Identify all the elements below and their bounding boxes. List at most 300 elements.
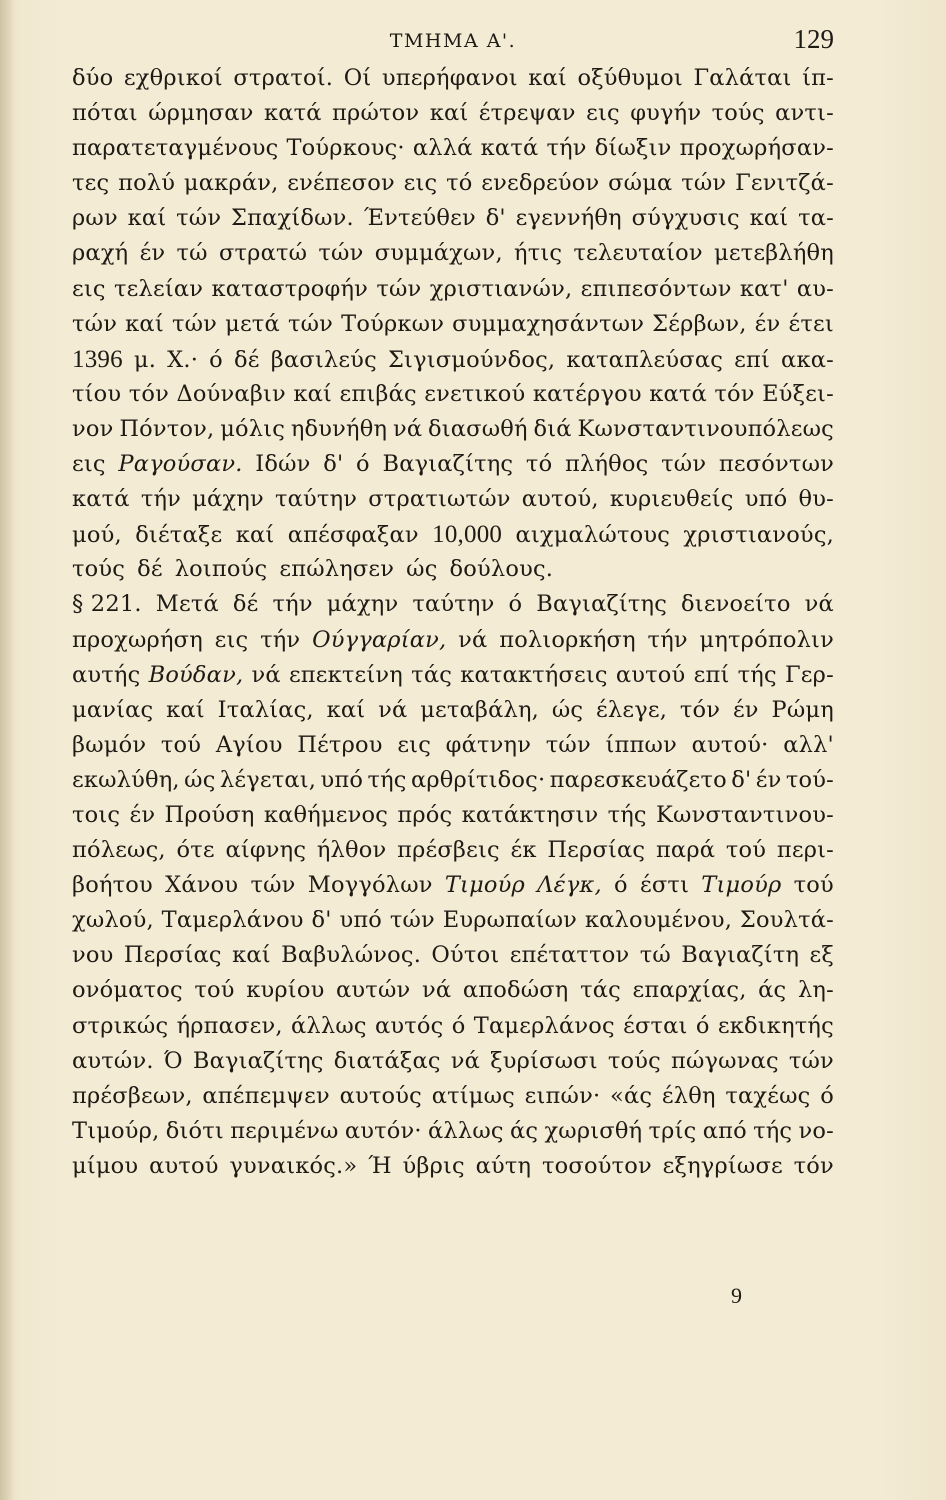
word: Τούρκων (341, 310, 445, 337)
signature-mark: 9 (731, 1283, 742, 1308)
word: πολύ (118, 170, 176, 197)
word: προχωρήσαν- (679, 135, 834, 162)
word: κατά (480, 135, 539, 162)
word: απέσφαξαν (287, 522, 419, 549)
word: υπό (744, 486, 788, 513)
word: νά (421, 977, 452, 1004)
word: εκδικητής (717, 1012, 834, 1039)
word: τάς (580, 977, 621, 1004)
word: πεσόντων (718, 451, 834, 478)
text-line (72, 798, 834, 833)
word: τών (250, 872, 296, 899)
word: προχωρήση (72, 626, 203, 653)
word: ξυρίσωσι (490, 1047, 598, 1074)
word: τού (793, 872, 834, 899)
word: επέταττον (509, 942, 630, 969)
word: τόν (679, 696, 721, 723)
word: Μογγόλων (307, 872, 433, 899)
word: αυτού, (521, 486, 599, 513)
word: εγεννήθη (515, 205, 622, 232)
word: εις (72, 275, 106, 302)
word: Ούτοι (431, 942, 500, 969)
word: καί (166, 696, 205, 723)
text-line (72, 623, 834, 658)
word: τών (287, 310, 334, 337)
word: Τιμούρ, (72, 1117, 160, 1144)
word: κατά (649, 380, 707, 407)
word: χριστιανών, (429, 275, 573, 302)
text-line (72, 903, 834, 938)
word: κατέργου (532, 380, 642, 407)
word: τών (661, 451, 707, 478)
word: ήτις (514, 240, 563, 267)
text-line (72, 412, 834, 447)
word: ό (508, 591, 523, 618)
word: τής (737, 661, 777, 688)
text-line (72, 482, 834, 517)
word: μακράν, (183, 170, 279, 197)
word: Γερ- (784, 661, 834, 688)
word: Προύση (164, 801, 255, 828)
word: ό (820, 1082, 834, 1109)
word: νά (804, 591, 834, 618)
word: λοιπούς (174, 556, 268, 583)
word: Ταμερλάνου (161, 907, 304, 934)
word: έστι (640, 872, 690, 899)
text-line (72, 61, 834, 96)
word: τών (545, 731, 591, 758)
word: συμμάχων, (374, 240, 503, 267)
word: τελευταίον (573, 240, 703, 267)
word: κατά (263, 100, 322, 127)
word: τών (376, 275, 422, 302)
word: εχθρικοί (123, 65, 223, 91)
word: νά (378, 696, 408, 723)
word: τοσούτον (542, 1152, 652, 1179)
word: αυτής (72, 661, 141, 688)
word: Ιταλίας, (217, 696, 314, 723)
word: τού (194, 977, 235, 1004)
word: ηδυνήθη (290, 415, 388, 442)
word: Τούρκους· (286, 135, 405, 162)
word: ήλθον (316, 837, 387, 864)
word: Βαγιαζίτη (681, 942, 800, 969)
word: ό (695, 1012, 710, 1039)
word: δ' (323, 451, 344, 478)
word: ό (451, 1012, 466, 1039)
word: σύγχυσις (631, 205, 740, 232)
text-line (72, 973, 834, 1008)
word: καί (232, 942, 271, 969)
word: θυ- (798, 486, 834, 513)
word: καί (293, 380, 333, 407)
word: συμμαχησάντων (452, 310, 645, 337)
word: δούλους. (449, 556, 554, 583)
word: Ρώμη (771, 696, 834, 723)
word: Ούγγαρίαν, (312, 626, 447, 653)
word: τελείαν (114, 275, 204, 302)
word: μητρόπολιν (699, 626, 834, 653)
word: τες (72, 170, 110, 197)
word: τώ (639, 942, 671, 969)
word: μίμου (72, 1152, 139, 1179)
word: τήν (140, 486, 182, 513)
word: «άς (610, 1082, 653, 1109)
word: ό (614, 872, 628, 899)
word: μού, (72, 522, 122, 549)
word: έν (755, 766, 782, 793)
text-line (72, 377, 834, 412)
word: έσται (623, 1012, 688, 1039)
word: τήν (260, 626, 301, 653)
binding-shadow (0, 0, 14, 1500)
word: τήν (647, 626, 688, 653)
word: Χάνου (165, 872, 239, 899)
word: έλεγε, (596, 696, 668, 723)
text-line (72, 1044, 834, 1079)
text-line (72, 131, 834, 166)
word: έτρεψαν (478, 100, 576, 127)
word: ατίμως (431, 1082, 515, 1109)
word: αποδώση (462, 977, 569, 1004)
word: νά (450, 1047, 481, 1074)
word: δίωξιν (594, 135, 672, 162)
word: αίφνης (225, 837, 307, 864)
word: αυτών (336, 977, 411, 1004)
word: κυριευθείς (609, 486, 734, 513)
word: δέ (232, 591, 259, 618)
word: τόν (714, 380, 755, 407)
word: διέταξε (135, 522, 223, 549)
word: έτει (788, 310, 834, 337)
word: τής (367, 766, 407, 793)
text-line (72, 693, 834, 728)
page-number: 129 (793, 24, 834, 54)
word: διά (533, 415, 572, 442)
word: εξ (809, 942, 834, 969)
page-header (72, 22, 834, 58)
word: Δούναβιν (176, 380, 286, 407)
word: ταύτην (275, 486, 358, 513)
text-line (72, 658, 834, 693)
word: επεκτείνη (288, 661, 403, 688)
word: υπό (339, 907, 383, 934)
word: νου (72, 942, 114, 969)
text-line (72, 587, 834, 622)
word: δέ (234, 346, 260, 373)
word: ύβρις (402, 1152, 465, 1179)
word: επώλησεν (279, 556, 395, 583)
word: Έντεύθεν (363, 205, 476, 232)
word: δ' (731, 766, 752, 793)
word: τα- (798, 205, 834, 232)
word: Κωνσταντινουπόλεως (577, 415, 834, 442)
word: λη- (797, 977, 834, 1004)
word: κατά (72, 486, 130, 513)
word: τών (389, 907, 435, 934)
text-line (72, 1149, 834, 1184)
word: αρθρίτιδος· (410, 766, 546, 793)
word: τόν (793, 1152, 834, 1179)
word: καί (125, 310, 164, 337)
word: πόλεως, (72, 837, 166, 864)
word: καί (749, 205, 789, 232)
word: καί (429, 100, 469, 127)
word: καί (127, 205, 167, 232)
word: χωλού, (72, 907, 154, 934)
word: μάχην (192, 486, 264, 513)
word: τών (171, 310, 218, 337)
word: Σπαχίδων. (231, 205, 354, 232)
text-line (72, 342, 834, 377)
word: διότι (165, 1117, 224, 1144)
word: βασιλεύς (270, 346, 377, 373)
word: διασωθή (428, 415, 528, 442)
word: τώ (176, 240, 208, 267)
word: ειπών· (524, 1082, 601, 1109)
word: κατ' (739, 275, 789, 302)
word: πρώτον (332, 100, 420, 127)
word: λέγεται, (219, 766, 317, 793)
word: βοήτου (72, 872, 153, 899)
word: ταχέως (725, 1082, 811, 1109)
word: Σιγισμούνδος, (387, 346, 556, 373)
word: μεταβάλη, (420, 696, 540, 723)
text-line (72, 236, 834, 271)
word: εξηγρίωσε (662, 1152, 783, 1179)
body-text (72, 61, 834, 1184)
running-head: ΤΜΗΜΑ Α'. (389, 30, 517, 52)
word: έλθη (661, 1082, 716, 1109)
word: Περσίας (123, 942, 222, 969)
word: Βαγιαζίτης (382, 451, 514, 478)
word: Κωνσταντινου- (656, 801, 834, 828)
word: έν (754, 310, 781, 337)
word: επαρχίας, (632, 977, 747, 1004)
word: έν (139, 240, 166, 267)
word: χριστιανούς, (683, 522, 834, 549)
word: στρατιωτών (368, 486, 511, 513)
word: ενέπεσον (287, 170, 395, 197)
word: επιβάς (339, 380, 417, 407)
text-line (72, 307, 834, 342)
text-line (72, 96, 834, 131)
word: Εύξει- (762, 380, 834, 407)
word: τής (607, 801, 647, 828)
text-line (72, 833, 834, 868)
text-line (72, 1079, 834, 1114)
word: νά (458, 626, 488, 653)
word: ρων (72, 205, 118, 232)
word: εις (586, 100, 620, 127)
word: διενοείτο (681, 591, 791, 618)
word: Περσίας (547, 837, 646, 864)
word: παρά (655, 837, 716, 864)
word: αυτός (374, 1012, 444, 1039)
word: Βαγιαζίτης (536, 591, 668, 618)
word: επί (734, 346, 770, 373)
word: νά (392, 415, 423, 442)
word: μάχην (326, 591, 399, 618)
word: νο- (798, 1117, 834, 1144)
word: πώγωνας (670, 1047, 779, 1074)
word: στρικώς (72, 1012, 169, 1039)
word: χωρισθή (544, 1117, 643, 1144)
text-line (72, 868, 834, 903)
word: περι- (776, 837, 834, 864)
word: Αγίου (215, 731, 283, 758)
word: αιχμαλώτους (515, 522, 671, 549)
word: Πόντον, (119, 415, 215, 442)
word: Ιδών (255, 451, 311, 478)
word: μετά (225, 310, 280, 337)
word: άς (509, 1117, 539, 1144)
word: τήν (546, 135, 587, 162)
word: νά (251, 661, 281, 688)
word: τάς (411, 661, 453, 688)
word: Σουλτά- (739, 907, 834, 934)
word: επί (693, 661, 730, 688)
word: έκ (510, 837, 537, 864)
word: δέ (137, 556, 163, 583)
word: ώς (551, 696, 584, 723)
word: γυναικός.» (229, 1152, 358, 1179)
word: τρίς (648, 1117, 697, 1144)
word: ό (356, 451, 370, 478)
word: αλλά (412, 135, 473, 162)
text-line (72, 1009, 834, 1044)
word: δ' (485, 205, 506, 232)
word: τούς (607, 1047, 661, 1074)
word: Βούδαν, (148, 661, 244, 688)
word: πρός (397, 801, 453, 828)
word: ώς (184, 766, 216, 793)
word: αυτόν· (344, 1117, 422, 1144)
word: τών (318, 240, 364, 267)
word: περιμένω (230, 1117, 339, 1144)
word: εις (403, 170, 438, 197)
word: Τιμούρ (701, 872, 782, 899)
word: εις (72, 451, 106, 478)
word: έν (732, 696, 759, 723)
word: Ταμερλάνος (473, 1012, 615, 1039)
text-line (72, 763, 834, 798)
word: τών (176, 205, 222, 232)
word: οξύθυμοι (577, 65, 683, 91)
word: τού- (785, 766, 834, 793)
word: Ό (163, 1047, 183, 1074)
word: μετεβλήθη (714, 240, 834, 267)
word: τίου (72, 380, 122, 407)
text-line (72, 1114, 834, 1149)
word: καθήμενος (263, 801, 389, 828)
word: ήρπασεν, (176, 1012, 283, 1039)
word: ίππων (605, 731, 677, 758)
word: αυτού (149, 1152, 219, 1179)
word: ακα- (781, 346, 834, 373)
word: κατάκτησιν (461, 801, 599, 828)
text-line (72, 272, 834, 307)
word: δύο (72, 65, 114, 91)
word: § 221. (72, 591, 142, 618)
text-line (72, 517, 834, 552)
word: Οί (343, 65, 372, 91)
word: σώμα (608, 170, 673, 197)
word: αύτη (475, 1152, 532, 1179)
word: τήν (272, 591, 313, 618)
word: μανίας (72, 696, 154, 723)
word: Ραγούσαν. (118, 451, 243, 478)
word: παρατεταγμένους (72, 135, 279, 162)
word: στρατοί. (233, 65, 334, 91)
word: ταύτην (412, 591, 495, 618)
word: υπό (320, 766, 364, 793)
word: Σέρβων, (652, 310, 747, 337)
word: καί (235, 522, 275, 549)
word: καταστροφήν (211, 275, 369, 302)
word: φυγήν (630, 100, 702, 127)
word: εκωλύθη, (72, 766, 180, 793)
word: ενετικού (424, 380, 526, 407)
word: ώς (406, 556, 438, 583)
word: καί (528, 65, 567, 91)
word: ό (209, 346, 223, 373)
text-line (72, 447, 834, 482)
word: από (702, 1117, 747, 1144)
text-line (72, 201, 834, 236)
word: καλουμένου, (584, 907, 733, 934)
word: βωμόν (72, 731, 147, 758)
word: τών (681, 170, 727, 197)
word: τούς (72, 556, 126, 583)
word: τό (525, 451, 553, 478)
word: τό (446, 170, 473, 197)
word: υπερήφανοι (381, 65, 518, 91)
word: Χ.· (167, 346, 199, 373)
word: δ' (311, 907, 332, 934)
word: επιπεσόντων (580, 275, 732, 302)
word: τών (72, 310, 118, 337)
word: άλλως (428, 1117, 504, 1144)
word: διατάξας (333, 1047, 441, 1074)
text-line (72, 552, 834, 587)
word: πολιορκήση (499, 626, 636, 653)
word: ώρμησαν (148, 100, 254, 127)
word: εις (214, 626, 249, 653)
word: πρέσβεων, (72, 1082, 193, 1109)
word: πλήθος (565, 451, 649, 478)
word: έν (129, 801, 156, 828)
word: Πέτρου (297, 731, 383, 758)
word: ενεδρεύον (481, 170, 600, 197)
word: τόν (128, 380, 170, 407)
word: παρεσκευάζετο (549, 766, 727, 793)
word: τού (725, 837, 767, 864)
word: Τιμούρ (444, 872, 525, 899)
word: πρέσβεις (397, 837, 500, 864)
word: μόλις (220, 415, 286, 442)
word: Ή (368, 1152, 392, 1179)
word: άς (758, 977, 787, 1004)
text-line (72, 938, 834, 973)
word: στρατώ (218, 240, 308, 267)
word: αυτού (615, 661, 686, 688)
word: τούς (711, 100, 765, 127)
word: φάτνην (445, 731, 532, 758)
word: αυτούς (339, 1082, 422, 1109)
word: Βαβυλώνος. (281, 942, 422, 969)
word: Μετά (155, 591, 219, 618)
